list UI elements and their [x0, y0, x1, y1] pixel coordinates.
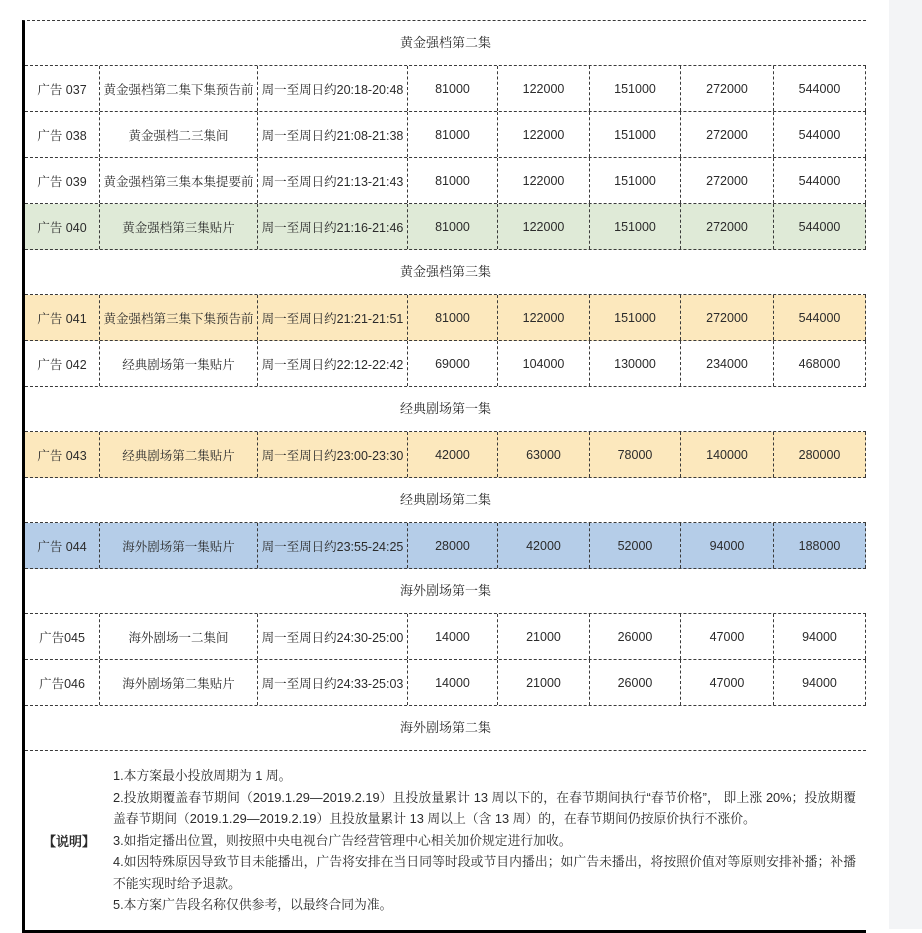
ad-position-cell: 黄金强档第三集下集预告前	[100, 295, 258, 340]
price-cell-4: 272000	[681, 66, 774, 111]
section-title: 海外剧场第一集	[399, 583, 491, 598]
ad-position-cell: 经典剧场第二集贴片	[100, 432, 258, 477]
price-cell-4: 94000	[681, 523, 774, 568]
note-item: 2.投放期覆盖春节期间（2019.1.29—2019.2.19）且投放量累计 13 周以下的，在春节期间执行“春节价格”， 即上涨 20%；投放期覆盖春节期间（2019.1.29—2019.2.19）且投放量累计 13 周以上（含 13 周）的，在春节期间仍按原价执行不涨价。	[113, 789, 856, 826]
price-cell-1: 81000	[408, 158, 498, 203]
section-header-row	[25, 706, 866, 751]
ad-timeslot-cell: 周一至周日约23:00-23:30	[258, 432, 408, 477]
section-title: 黄金强档第二集	[399, 35, 491, 50]
price-cell-5: 280000	[774, 432, 866, 477]
price-cell-4: 140000	[681, 432, 774, 477]
ad-position-cell: 经典剧场第一集贴片	[100, 341, 258, 386]
ad-rate-row	[25, 112, 866, 158]
ad-position-cell: 黄金强档第二集下集预告前	[100, 66, 258, 111]
ad-timeslot-cell: 周一至周日约20:18-20:48	[258, 66, 408, 111]
ad-rate-row	[25, 158, 866, 204]
ad-position-cell: 黄金强档二三集间	[100, 112, 258, 157]
ad-timeslot-cell: 周一至周日约22:12-22:42	[258, 341, 408, 386]
price-cell-4: 234000	[681, 341, 774, 386]
price-cell-5: 544000	[774, 158, 866, 203]
ad-id-cell: 广告 042	[25, 341, 100, 386]
ad-position-cell: 海外剧场一二集间	[100, 614, 258, 659]
price-cell-3: 151000	[590, 204, 681, 249]
ad-timeslot-cell: 周一至周日约21:13-21:43	[258, 158, 408, 203]
price-cell-3: 78000	[590, 432, 681, 477]
note-item: 1.本方案最小投放周期为 1 周。	[113, 768, 292, 783]
price-cell-3: 26000	[590, 614, 681, 659]
price-cell-1: 14000	[408, 660, 498, 705]
notes-body	[113, 751, 866, 930]
price-cell-4: 272000	[681, 112, 774, 157]
price-cell-1: 81000	[408, 204, 498, 249]
price-cell-2: 104000	[498, 341, 590, 386]
ad-position-cell: 黄金强档第三集本集提要前	[100, 158, 258, 203]
section-header-row	[25, 250, 866, 295]
section-title: 黄金强档第三集	[399, 264, 491, 279]
price-cell-5: 544000	[774, 66, 866, 111]
price-cell-1: 42000	[408, 432, 498, 477]
ad-rate-row	[25, 66, 866, 112]
ad-id-cell: 广告 044	[25, 523, 100, 568]
ad-id-cell: 广告 040	[25, 204, 100, 249]
section-header-row	[25, 569, 866, 614]
ad-id-cell: 广告046	[25, 660, 100, 705]
price-cell-5: 544000	[774, 295, 866, 340]
right-gutter	[889, 0, 922, 929]
price-cell-5: 188000	[774, 523, 866, 568]
price-cell-5: 94000	[774, 614, 866, 659]
price-cell-3: 151000	[590, 158, 681, 203]
price-cell-2: 63000	[498, 432, 590, 477]
price-cell-2: 122000	[498, 158, 590, 203]
price-cell-2: 21000	[498, 660, 590, 705]
ad-timeslot-cell: 周一至周日约21:08-21:38	[258, 112, 408, 157]
price-cell-5: 94000	[774, 660, 866, 705]
price-cell-1: 69000	[408, 341, 498, 386]
section-header-row	[25, 21, 866, 66]
table-rows	[25, 21, 866, 751]
ad-rate-row	[25, 523, 866, 569]
price-cell-4: 47000	[681, 660, 774, 705]
ad-timeslot-cell: 周一至周日约24:30-25:00	[258, 614, 408, 659]
ad-rate-row	[25, 432, 866, 478]
ad-timeslot-cell: 周一至周日约21:16-21:46	[258, 204, 408, 249]
price-cell-1: 14000	[408, 614, 498, 659]
price-cell-4: 272000	[681, 295, 774, 340]
ad-rate-row	[25, 204, 866, 250]
note-item: 4.如因特殊原因导致节目未能播出，广告将安排在当日同等时段或节目内播出；如广告未播出，将按照价值对等原则安排补播；补播不能实现时给予退款。	[113, 854, 856, 891]
price-cell-1: 81000	[408, 295, 498, 340]
ad-timeslot-cell: 周一至周日约21:21-21:51	[258, 295, 408, 340]
price-cell-5: 544000	[774, 204, 866, 249]
price-cell-3: 151000	[590, 112, 681, 157]
ad-id-cell: 广告045	[25, 614, 100, 659]
price-cell-5: 468000	[774, 341, 866, 386]
ad-id-cell: 广告 037	[25, 66, 100, 111]
ad-timeslot-cell: 周一至周日约24:33-25:03	[258, 660, 408, 705]
notes-label: 【说明】	[42, 833, 95, 849]
price-cell-5: 544000	[774, 112, 866, 157]
ad-rate-row	[25, 295, 866, 341]
price-cell-1: 28000	[408, 523, 498, 568]
section-header-row	[25, 478, 866, 523]
price-cell-4: 272000	[681, 204, 774, 249]
ad-timeslot-cell: 周一至周日约23:55-24:25	[258, 523, 408, 568]
note-item: 5.本方案广告段名称仅供参考，以最终合同为准。	[113, 897, 393, 912]
ad-rate-row	[25, 341, 866, 387]
ad-position-cell: 海外剧场第一集贴片	[100, 523, 258, 568]
price-cell-1: 81000	[408, 66, 498, 111]
note-item: 3.如指定播出位置，则按照中央电视台广告经营管理中心相关加价规定进行加收。	[113, 832, 572, 848]
price-cell-2: 122000	[498, 295, 590, 340]
price-cell-3: 26000	[590, 660, 681, 705]
ad-id-cell: 广告 039	[25, 158, 100, 203]
price-cell-3: 130000	[590, 341, 681, 386]
price-cell-3: 52000	[590, 523, 681, 568]
section-title: 经典剧场第二集	[399, 492, 491, 507]
ad-rate-row	[25, 660, 866, 706]
price-cell-2: 21000	[498, 614, 590, 659]
price-cell-4: 272000	[681, 158, 774, 203]
price-cell-3: 151000	[590, 295, 681, 340]
price-cell-2: 42000	[498, 523, 590, 568]
price-cell-4: 47000	[681, 614, 774, 659]
ad-rate-row	[25, 614, 866, 660]
ad-position-cell: 黄金强档第三集贴片	[100, 204, 258, 249]
price-cell-2: 122000	[498, 204, 590, 249]
price-cell-3: 151000	[590, 66, 681, 111]
ad-id-cell: 广告 043	[25, 432, 100, 477]
notes-row	[25, 751, 866, 930]
ad-rate-table	[22, 20, 866, 933]
section-header-row	[25, 387, 866, 432]
price-cell-2: 122000	[498, 112, 590, 157]
price-cell-1: 81000	[408, 112, 498, 157]
ad-position-cell: 海外剧场第二集贴片	[100, 660, 258, 705]
ad-id-cell: 广告 038	[25, 112, 100, 157]
section-title: 经典剧场第一集	[399, 401, 491, 416]
ad-id-cell: 广告 041	[25, 295, 100, 340]
section-title: 海外剧场第二集	[399, 720, 491, 735]
price-cell-2: 122000	[498, 66, 590, 111]
